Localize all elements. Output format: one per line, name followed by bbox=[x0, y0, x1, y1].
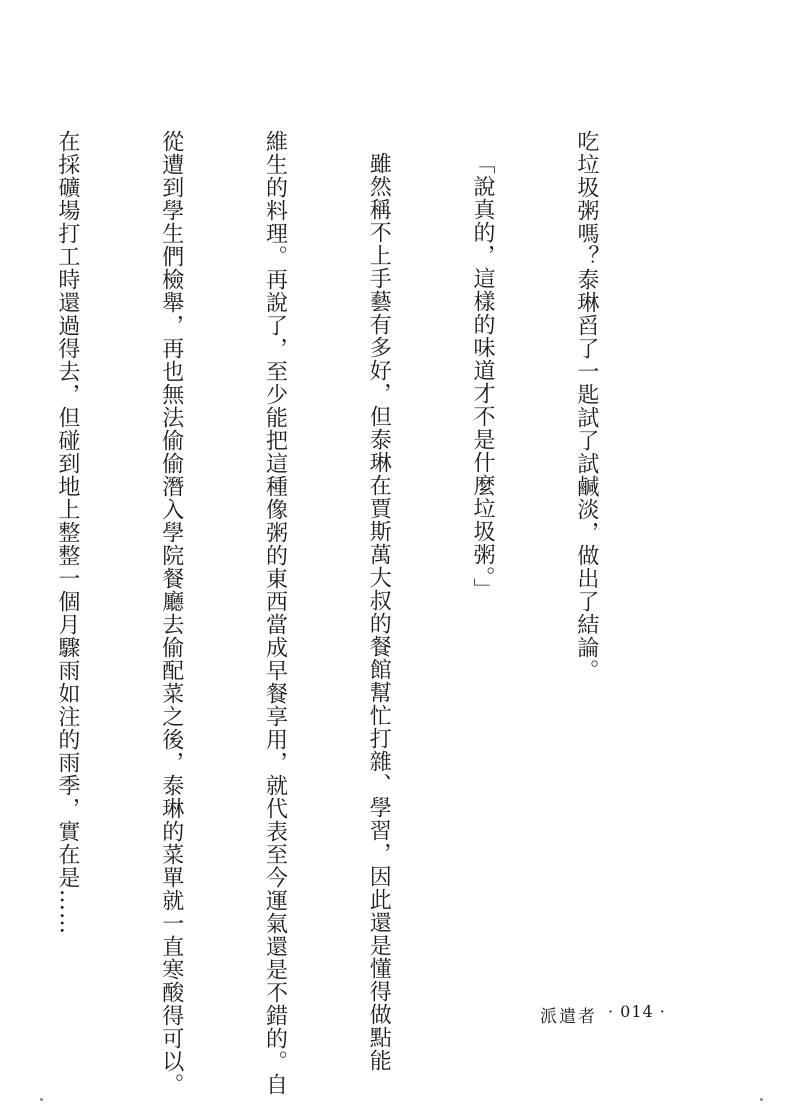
crop-mark bbox=[40, 1098, 43, 1101]
text-column: 在採礦場打工時還過得去，但碰到地上整整一個月驟雨如注的雨季，實在是…… bbox=[54, 130, 80, 935]
text-column: 吃垃圾粥嗎？泰琳舀了一匙試了試鹹淡，做出了結論。 bbox=[573, 130, 599, 682]
running-title: 派遣者 bbox=[540, 1007, 597, 1027]
text-column: 雖然稱不上手藝有多好，但泰琳在賈斯萬大叔的餐館幫忙打雜、學習，因此還是懂得做點能 bbox=[366, 152, 392, 1072]
crop-mark bbox=[760, 1098, 763, 1101]
page-number: · 014 · bbox=[608, 1002, 666, 1021]
text-column: 從遭到學生們檢舉，再也無法偷偷潛入學院餐廳去偷配菜之後，泰琳的菜單就一直寒酸得可以。 bbox=[158, 130, 184, 1096]
text-column: 「說真的，這樣的味道才不是什麼垃圾粥。」 bbox=[470, 152, 496, 601]
text-column: 維生的料理。再說了，至少能把這種像粥的東西當成早餐享用，就代表至今運氣還是不錯的。自 bbox=[262, 130, 288, 1096]
